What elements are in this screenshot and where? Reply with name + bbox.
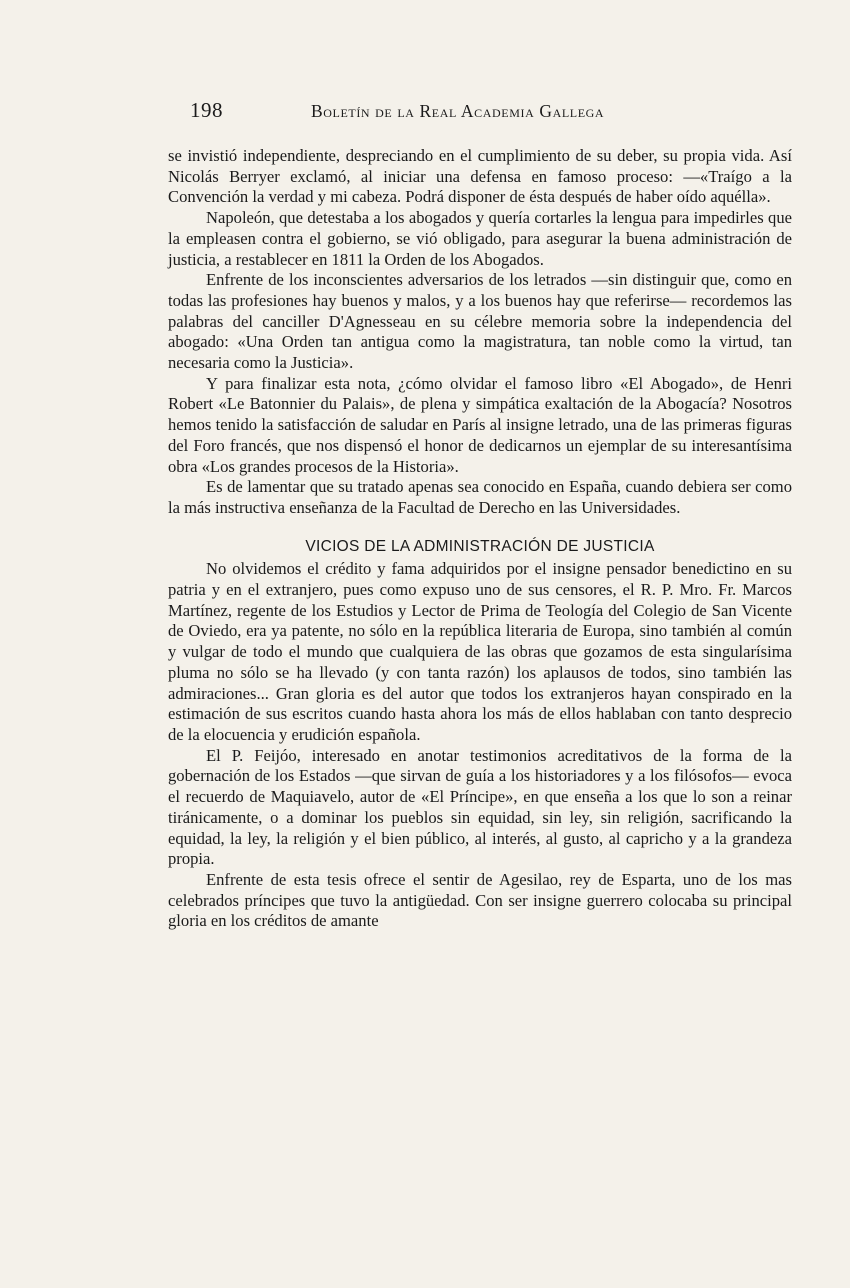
running-title: Boletín de la Real Academia Gallega xyxy=(311,101,605,121)
paragraph: Es de lamentar que su tratado apenas sea conocido en España, cuando debiera ser como la más instructiva enseñanza de la Facultad de Derecho en las Universidades. xyxy=(168,477,792,517)
paragraph: Napoleón, que detestaba a los abogados y quería cortarles la lengua para impedirles que la empleasen contra el gobierno, se vió obligado, para asegurar la buena administración de justicia, a restablecer en 1811 la Orden de los Abogados. xyxy=(168,208,792,269)
paragraph: se invistió independiente, despreciando en el cumplimiento de su deber, su propia vida. Así Nicolás Berryer exclamó, al iniciar una defensa en famoso proceso: —«Traígo a la Convención la verdad y mi cabeza. Podrá disponer de ésta después de haber oído aquélla». xyxy=(168,146,792,207)
paragraph: Enfrente de los inconscientes adversarios de los letrados —sin distinguir que, como en todas las profesiones hay buenos y malos, y a los buenos hay que referirse— recordemos las palabras del canciller D'Agnesseau en su célebre memoria sobre la independencia del abogado: «Una Orden tan antigua como la magistratura, tan noble como la virtud, tan necesaria como la Justicia». xyxy=(168,270,792,373)
body-text xyxy=(168,146,792,932)
paragraph: El P. Feijóo, interesado en anotar testimonios acreditativos de la forma de la gobernación de los Estados —que sirvan de guía a los historiadores y a los filósofos— evoca el recuerdo de Maquiavelo, autor de «El Príncipe», en que enseña a los que lo son a reinar tiránicamente, o a dominar los pueblos sin equidad, sin ley, sin religión, sacrificando la equidad, la ley, la religión y el bien público, al interés, al gusto, al capricho y a la grandeza propia. xyxy=(168,745,792,869)
section-heading: VICIOS DE LA ADMINISTRACIÓN DE JUSTICIA xyxy=(305,537,655,555)
paragraph: Y para finalizar esta nota, ¿cómo olvidar el famoso libro «El Abogado», de Henri Robert «Le Batonnier du Palais», de plena y simpática exaltación de la Abogacía? Nosotros hemos tenido la satisfacción de saludar en París al insigne letrado, una de las primeras figuras del Foro francés, que nos dispensó el honor de dedicarnos un ejemplar de su interesantísima obra «Los grandes procesos de la Historia». xyxy=(168,373,792,476)
paragraph: No olvidemos el crédito y fama adquiridos por el insigne pensador benedictino en su patria y en el extranjero, pues como expuso uno de sus censores, el R. P. Mro. Fr. Marcos Martínez, regente de los Estudios y Lector de Prima de Teología del Colegio de San Vicente de Oviedo, era ya patente, no sólo en la república literaria de Europa, sino también al común y vulgar de todo el mundo que cualquiera de las obras que gozamos de esta singularísima pluma no sólo se ha llevado (y con tanta razón) los aplausos de todos, sino también las admiraciones... Gran gloria es del autor que todos los extranjeros hayan conspirado en la estimación de sus escritos cuando hasta ahora los más de ellos hablaban con tanto desprecio de la elocuencia y erudición española. xyxy=(168,559,792,744)
page-number: 198 xyxy=(190,98,223,122)
paragraph: Enfrente de esta tesis ofrece el sentir de Agesilao, rey de Esparta, uno de los mas celebrados príncipes que tuvo la antigüedad. Con ser insigne guerrero colocaba su principal gloria en los créditos de amante xyxy=(168,869,792,931)
page-header xyxy=(190,98,670,123)
